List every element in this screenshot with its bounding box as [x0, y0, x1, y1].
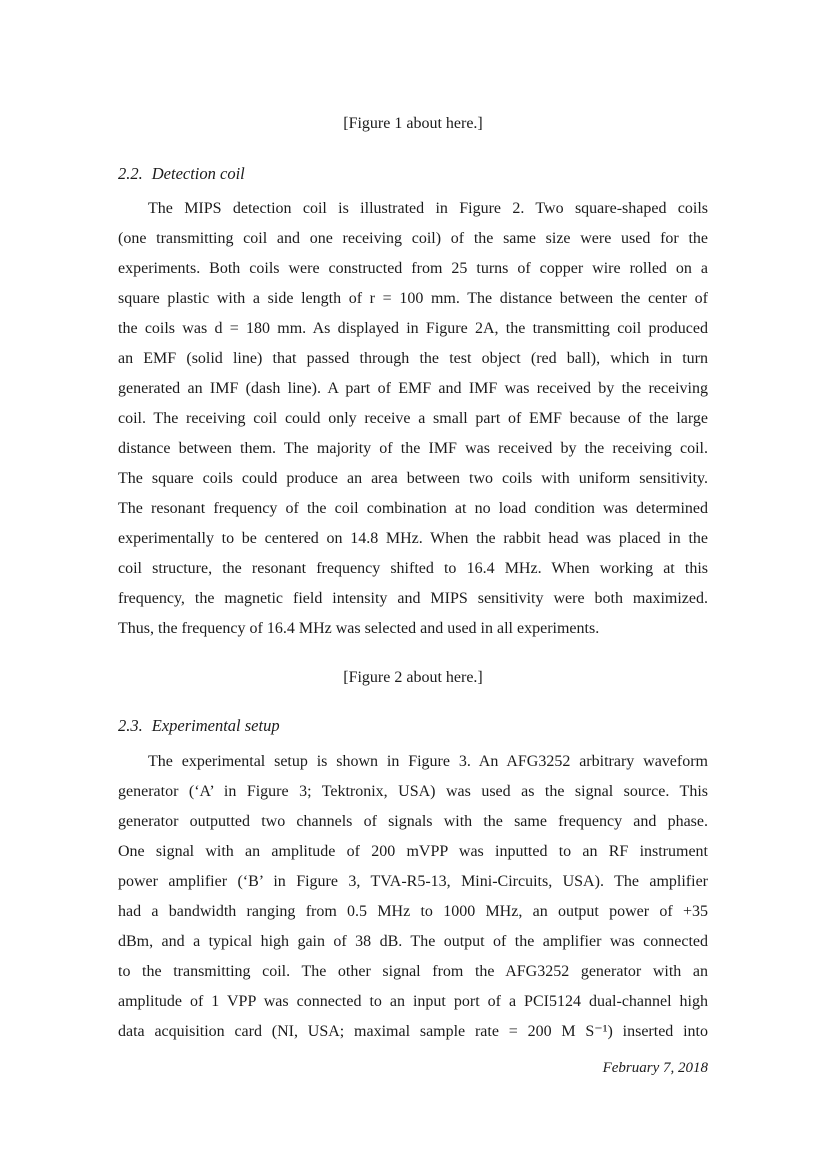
text-line: to the transmitting coil. The other signal from the AFG3252 generator with an — [118, 963, 708, 980]
text-line: an EMF (solid line) that passed through the test object (red ball), which in turn — [118, 350, 708, 367]
figure-2-placeholder: [Figure 2 about here.] — [343, 669, 483, 686]
text-line: coil structure, the resonant frequency shifted to 16.4 MHz. When working at this — [118, 560, 708, 577]
text-line: generated an IMF (dash line). A part of EMF and IMF was received by the receiving — [118, 380, 708, 397]
text-line: The square coils could produce an area between two coils with uniform sensitivity. — [118, 470, 708, 487]
text-line: One signal with an amplitude of 200 mVPP was inputted to an RF instrument — [118, 843, 708, 860]
section-title: Experimental setup — [151, 716, 280, 735]
text-line: had a bandwidth ranging from 0.5 MHz to 1000 MHz, an output power of +35 — [118, 903, 708, 920]
section-heading-detection-coil — [118, 163, 708, 185]
text-line: amplitude of 1 VPP was connected to an input port of a PCI5124 dual-channel high — [118, 993, 708, 1010]
footer-date: February 7, 2018 — [602, 1060, 708, 1076]
text-line: (one transmitting coil and one receiving coil) of the same size were used for the — [118, 230, 708, 247]
section-number: 2.2. — [118, 164, 143, 183]
text-line: Thus, the frequency of 16.4 MHz was selected and used in all experiments. — [118, 620, 600, 637]
text-line: experimentally to be centered on 14.8 MHz. When the rabbit head was placed in the — [118, 530, 708, 547]
section-heading-experimental-setup — [118, 715, 708, 737]
text-line: The experimental setup is shown in Figure 3. An AFG3252 arbitrary waveform — [148, 753, 708, 770]
text-line: square plastic with a side length of r = 100 mm. The distance between the center of — [118, 290, 708, 307]
text-line: power amplifier (‘B’ in Figure 3, TVA-R5-13, Mini-Circuits, USA). The amplifier — [118, 873, 708, 890]
text-line: generator outputted two channels of signals with the same frequency and phase. — [118, 813, 708, 830]
text-line: The MIPS detection coil is illustrated in Figure 2. Two square-shaped coils — [148, 200, 708, 217]
text-line: coil. The receiving coil could only receive a small part of EMF because of the large — [118, 410, 708, 427]
text-line: The resonant frequency of the coil combination at no load condition was determined — [118, 500, 708, 517]
text-line: dBm, and a typical high gain of 38 dB. The output of the amplifier was connected — [118, 933, 708, 950]
paragraph-experimental-setup — [118, 747, 708, 1047]
text-line: distance between them. The majority of the IMF was received by the receiving coil. — [118, 440, 708, 457]
text-line: experiments. Both coils were constructed from 25 turns of copper wire rolled on a — [118, 260, 708, 277]
paragraph-detection-coil — [118, 194, 708, 644]
text-line: the coils was d = 180 mm. As displayed in Figure 2A, the transmitting coil produced — [118, 320, 708, 337]
text-line: frequency, the magnetic field intensity and MIPS sensitivity were both maximized. — [118, 590, 708, 607]
text-line: generator (‘A’ in Figure 3; Tektronix, USA) was used as the signal source. This — [118, 783, 708, 800]
section-number: 2.3. — [118, 716, 143, 735]
text-line: data acquisition card (NI, USA; maximal sample rate = 200 M S⁻¹) inserted into — [118, 1023, 708, 1040]
figure-1-placeholder: [Figure 1 about here.] — [343, 115, 483, 132]
section-title: Detection coil — [151, 164, 245, 183]
